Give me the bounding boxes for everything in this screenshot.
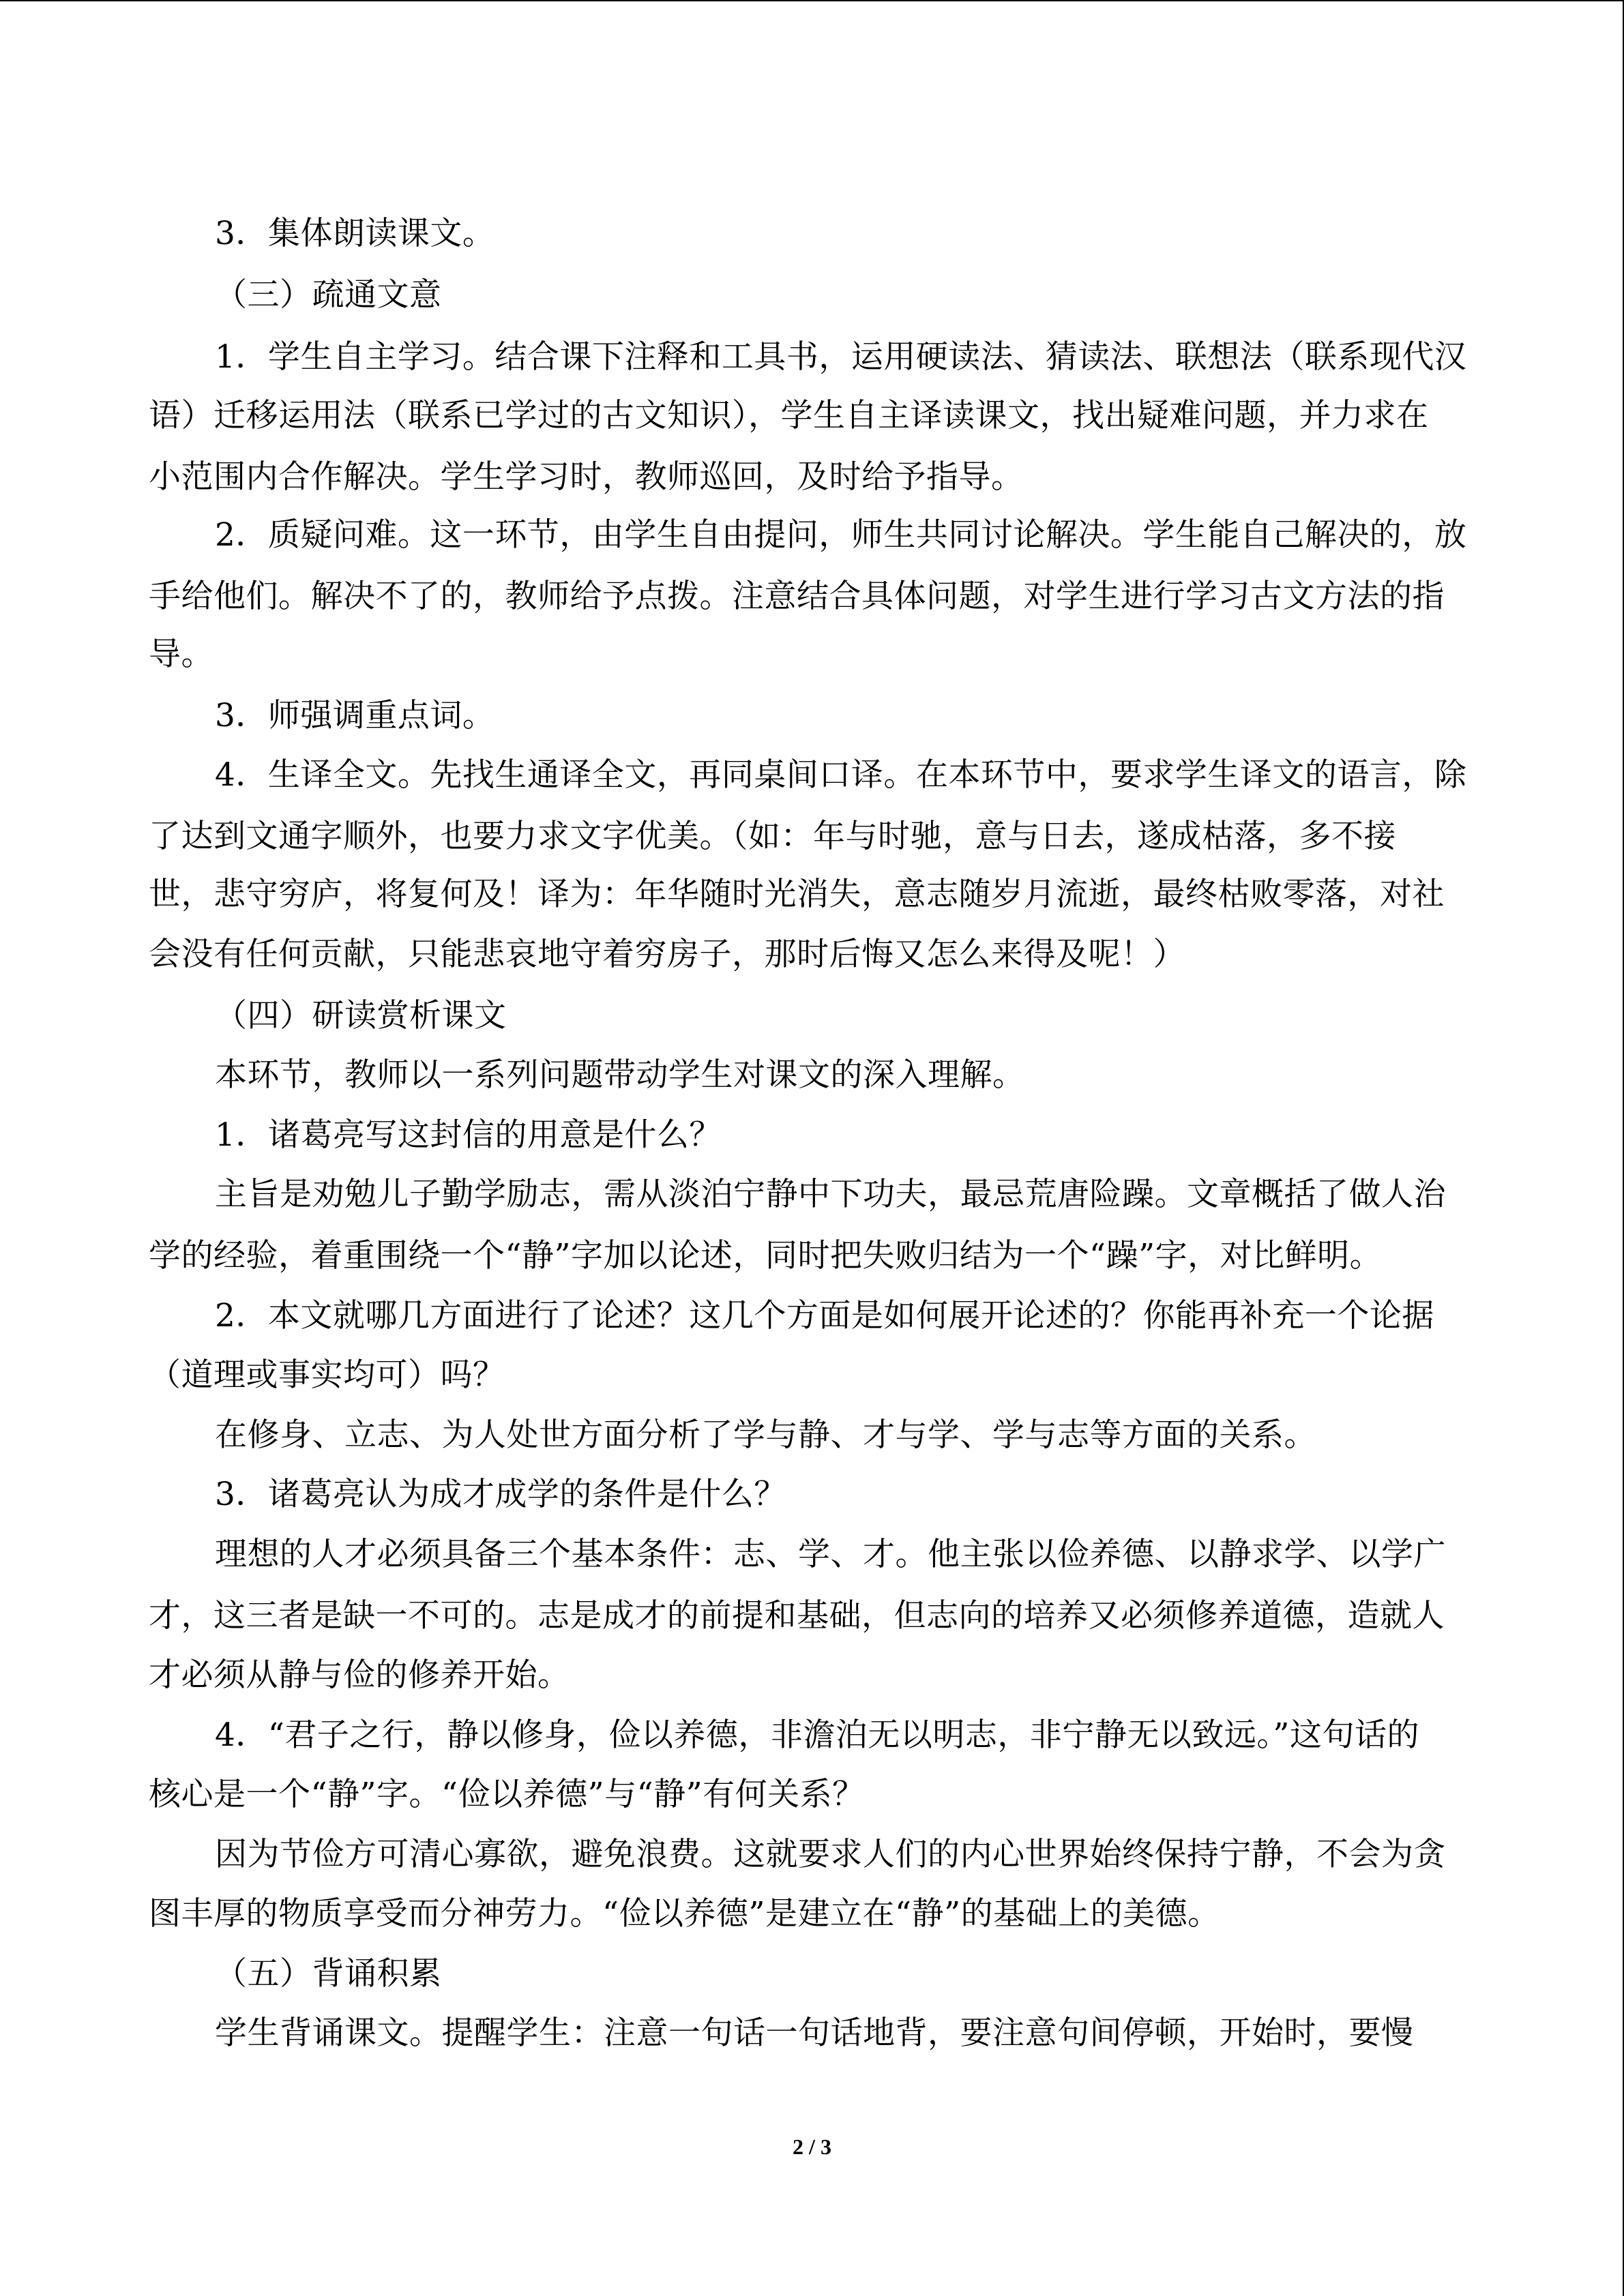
text-line: 学的经验，着重围绕一个“静”字加以论述，同时把失败归结为一个“躁”字，对比鲜明。	[149, 1237, 1383, 1274]
question-line: 3．诸葛亮认为成才成学的条件是什么？	[215, 1476, 786, 1513]
text-line: 手给他们。解决不了的，教师给予点拨。注意结合具体问题，对学生进行学习古文方法的指	[149, 578, 1445, 615]
text-line: 理想的人才必须具备三个基本条件：志、学、才。他主张以俭养德、以静求学、以学广	[215, 1536, 1446, 1573]
text-line: 语）迁移运用法（联系已学过的古文知识），学生自主译读课文，找出疑难问题，并力求在	[149, 397, 1429, 434]
text-line: 才，这三者是缺一不可的。志是成才的前提和基础，但志向的培养又必须修养道德，造就人	[149, 1597, 1445, 1635]
question-line: 2．本文就哪几方面进行了论述？这几个方面是如何展开论述的？你能再补充一个论据	[215, 1297, 1434, 1335]
text-line: 1．学生自主学习。结合课下注释和工具书，运用硬读法、猜读法、联想法（联系现代汉	[215, 338, 1467, 376]
question-line: 核心是一个“静”字。“俭以养德”与“静”有何关系？	[149, 1776, 865, 1813]
question-line: 1．诸葛亮写这封信的用意是什么？	[215, 1116, 722, 1154]
text-line: 图丰厚的物质享受而分神劳力。“俭以养德”是建立在“静”的基础上的美德。	[149, 1895, 1220, 1933]
text-line: 世，悲守穷庐，将复何及！译为：年华随时光消失，意志随岁月流逝，最终枯败零落，对社	[149, 876, 1445, 913]
section-heading: （五）背诵积累	[215, 1955, 442, 1993]
page-number: 2 / 3	[793, 2134, 831, 2159]
text-line: 3．师强调重点词。	[215, 697, 495, 734]
text-line: 了达到文通字顺外，也要力求文字优美。（如：年与时驰，意与日去，遂成枯落，多不接	[149, 818, 1396, 855]
page-border-top	[0, 0, 1624, 1]
text-line: 3．集体朗读课文。	[215, 215, 495, 252]
text-line: 会没有任何贡献，只能悲哀地守着穷房子，那时后悔又怎么来得及呢！）	[149, 936, 1185, 973]
text-line: 2．质疑问难。这一环节，由学生自由提问，师生共同讨论解决。学生能自己解决的，放	[215, 516, 1467, 554]
text-line: 导。	[149, 636, 213, 673]
text-line: 本环节，教师以一系列问题带动学生对课文的深入理解。	[215, 1056, 1025, 1094]
section-heading: （四）研读赏析课文	[215, 997, 507, 1034]
question-line: 4．“君子之行，静以修身，俭以养德，非澹泊无以明志，非宁静无以致远。”这句话的	[215, 1716, 1419, 1754]
text-line: 在修身、立志、为人处世方面分析了学与静、才与学、学与志等方面的关系。	[215, 1416, 1316, 1454]
text-line: 4．生译全文。先找生通译全文，再同桌间口译。在本环节中，要求学生译文的语言，除	[215, 756, 1467, 794]
text-line: 才必须从静与俭的修养开始。	[149, 1656, 570, 1694]
text-line: 因为节俭方可清心寡欲，避免浪费。这就要求人们的内心世界始终保持宁静，不会为贪	[215, 1836, 1446, 1873]
text-line: 小范围内合作解决。学生学习时，教师巡回，及时给予指导。	[149, 458, 1024, 496]
text-line: 学生背诵课文。提醒学生：注意一句话一句话地背，要注意句间停顿，开始时，要慢	[215, 2014, 1414, 2052]
section-heading: （三）疏通文意	[215, 276, 442, 314]
text-line: 主旨是劝勉儿子勤学励志，需从淡泊宁静中下功夫，最忌荒唐险躁。文章概括了做人治	[215, 1176, 1446, 1213]
question-line: （道理或事实均可）吗？	[149, 1356, 505, 1394]
